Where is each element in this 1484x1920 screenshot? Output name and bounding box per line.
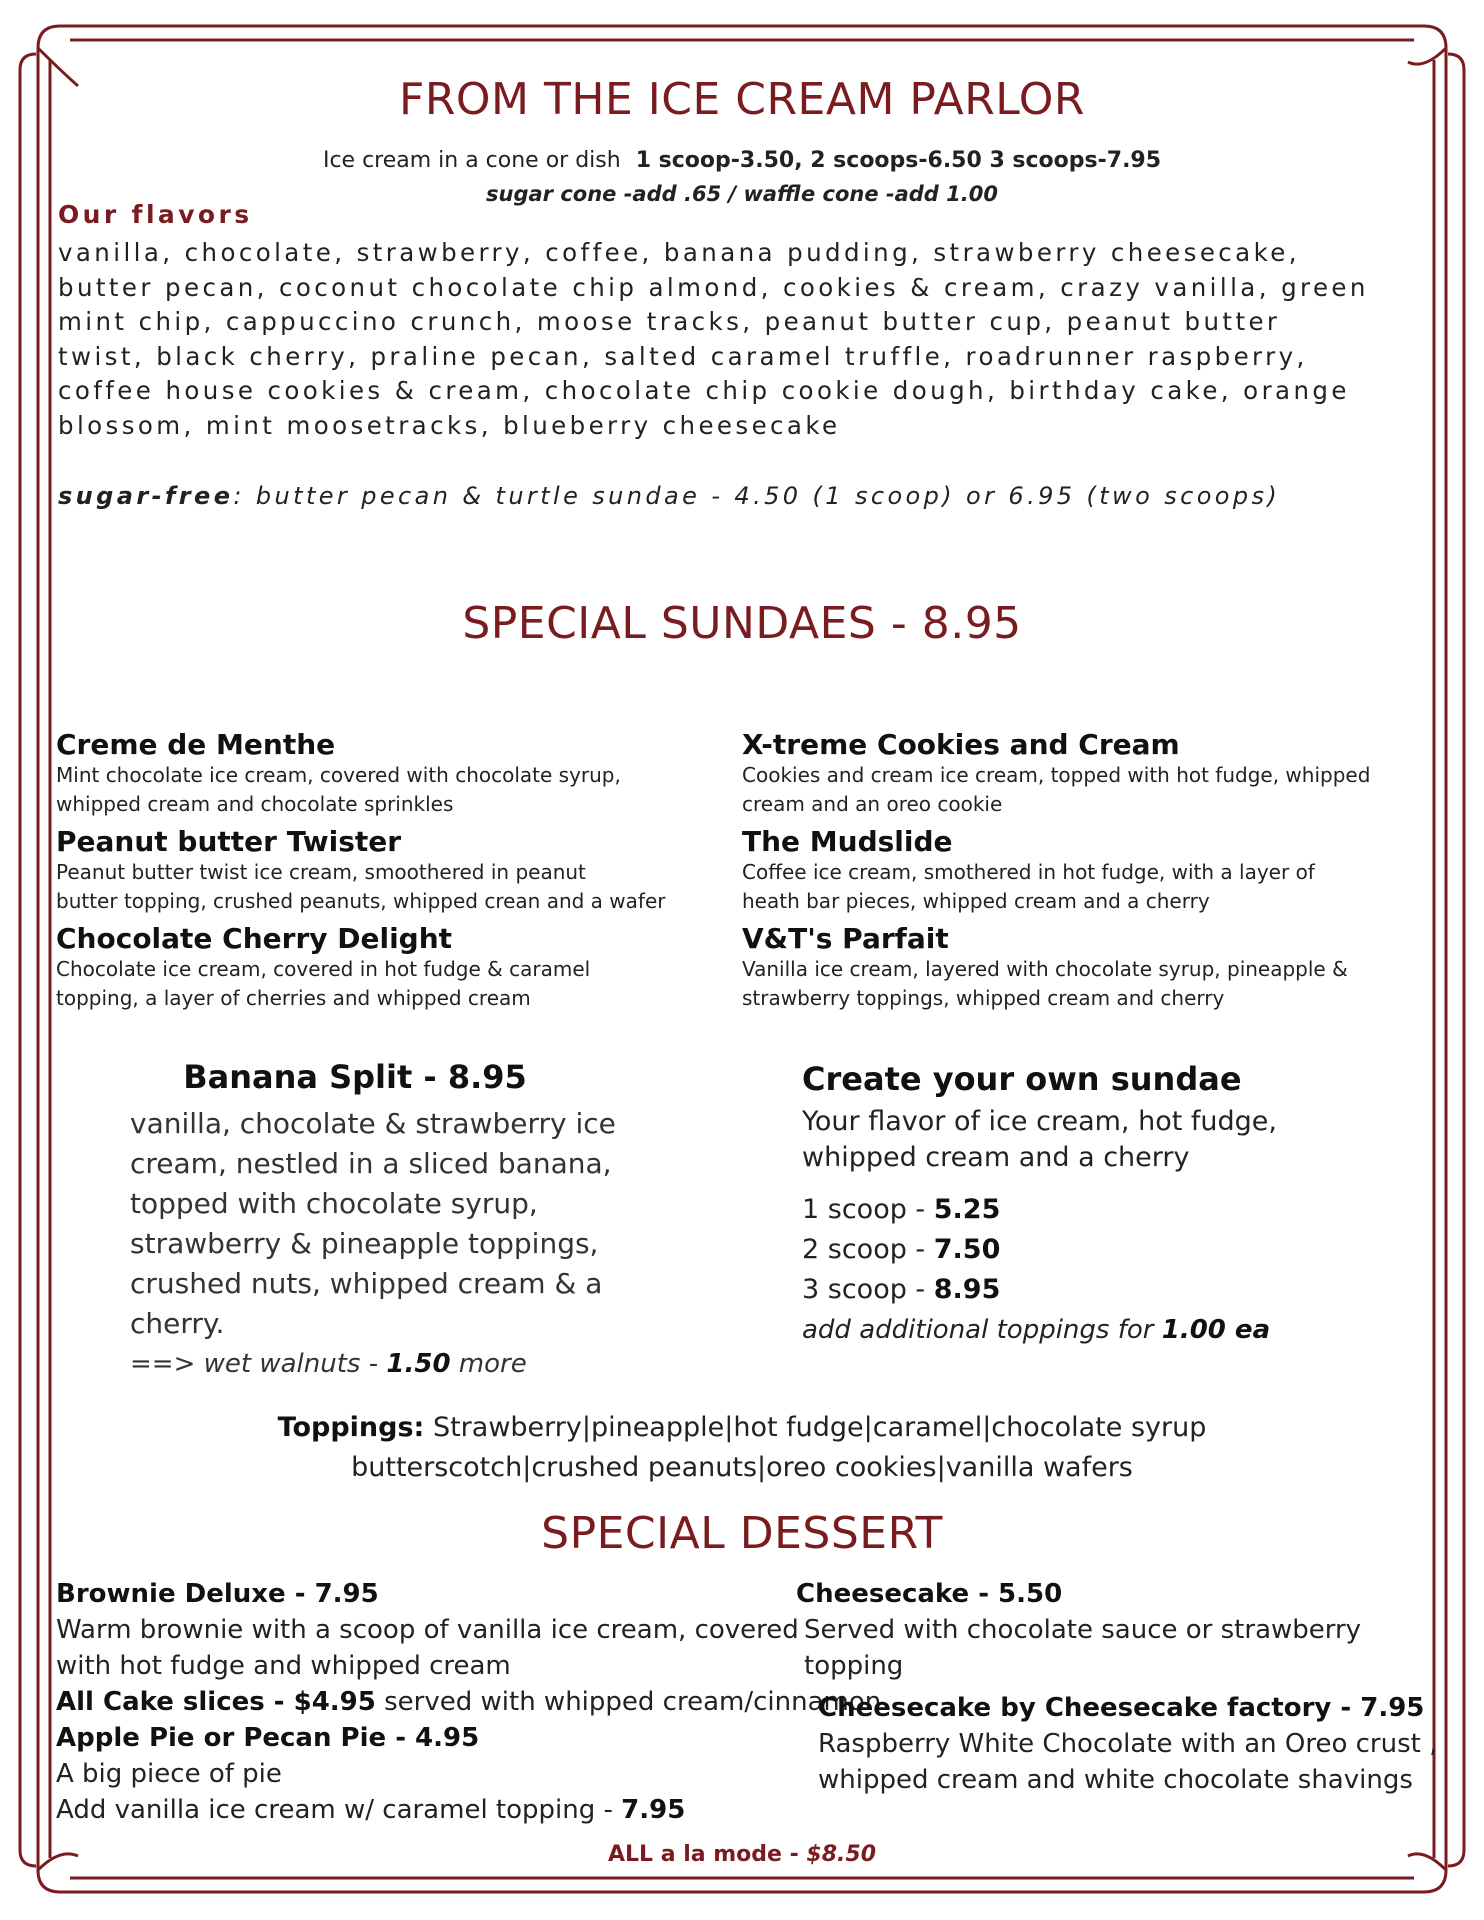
extra-suffix: more [450, 1349, 527, 1379]
price-lead: Ice cream in a cone or dish [322, 148, 621, 173]
cake-line [56, 1684, 882, 1720]
addon-text: add additional toppings for [802, 1315, 1162, 1345]
sundae-name: Creme de Menthe [56, 728, 336, 761]
addon-price: 1.00 ea [1161, 1315, 1271, 1345]
banana-split-line: topped with chocolate syrup, [130, 1187, 538, 1220]
factory-desc: Raspberry White Chocolate with an Oreo crust , [818, 1729, 1438, 1759]
dessert-column-left [56, 1576, 882, 1828]
sundae-desc: heath bar pieces, whipped cream and a cherry [742, 889, 1210, 913]
sundae-item [56, 922, 736, 1013]
create-sundae-title: Create your own sundae [802, 1060, 1242, 1098]
toppings-line-1 [0, 1408, 1484, 1448]
sundae-desc: Chocolate ice cream, covered in hot fudge & caramel [56, 957, 591, 981]
scoop-price: 8.95 [933, 1274, 1001, 1305]
factory-desc: whipped cream and white chocolate shavings [818, 1765, 1413, 1795]
scoop-option [802, 1190, 1422, 1230]
sundae-name: The Mudslide [742, 825, 953, 858]
pie-desc: A big piece of pie [56, 1759, 282, 1789]
sundae-desc: Peanut butter twist ice cream, smoothered in peanut [56, 860, 586, 884]
brownie-desc: Warm brownie with a scoop of vanilla ice cream, covered [56, 1615, 799, 1645]
sundae-desc: cream and an oreo cookie [742, 792, 1003, 816]
flavors-label: Our flavors [58, 200, 253, 229]
scoop-label: 1 scoop - [802, 1194, 934, 1225]
sundae-desc: butter topping, crushed peanuts, whipped crean and a wafer [56, 889, 666, 913]
sundae-item [56, 728, 736, 819]
pie-addon [56, 1792, 836, 1828]
create-sundae-desc: Your flavor of ice cream, hot fudge, [802, 1106, 1277, 1137]
parlor-title: FROM THE ICE CREAM PARLOR [399, 74, 1085, 125]
flavor-line: blossom, mint moosetracks, blueberry cheesecake [58, 410, 841, 440]
cake-desc: served with whipped cream/cinnamon [375, 1687, 882, 1717]
price-values: 1 scoop-3.50, 2 scoops-6.50 3 scoops-7.95 [635, 148, 1162, 173]
flavor-line: vanilla, chocolate, strawberry, coffee, banana pudding, strawberry cheesecake, [58, 238, 1300, 267]
sundae-item [56, 825, 736, 916]
flavor-line: mint chip, cappuccino crunch, moose tracks, peanut butter cup, peanut butter [58, 307, 1281, 336]
sundae-column-right [742, 728, 1442, 1013]
ala-mode-line [0, 1842, 1484, 1867]
banana-split-line: vanilla, chocolate & strawberry ice [130, 1107, 616, 1140]
banana-split-line: cream, nestled in a sliced banana, [130, 1147, 612, 1180]
brownie-desc: with hot fudge and whipped cream [56, 1651, 511, 1681]
sugar-free-label: sugar-free [58, 482, 234, 510]
flavor-line: coffee house cookies & cream, chocolate chip cookie dough, birthday cake, orange [58, 376, 1350, 405]
banana-split-line: cherry. [130, 1307, 225, 1340]
sundaes-title: SPECIAL SUNDAES - 8.95 [462, 598, 1022, 649]
extra-item: wet walnuts [203, 1349, 361, 1379]
extra-price: 1.50 [386, 1349, 451, 1379]
sundae-name: X-treme Cookies and Cream [742, 728, 1180, 761]
cheesecake-desc: Served with chocolate sauce or strawberry topping [804, 1615, 1362, 1681]
ala-mode-price: $8.50 [806, 1842, 877, 1867]
sundae-desc: strawberry toppings, whipped cream and cherry [742, 986, 1225, 1010]
ala-mode-label: ALL a la mode - [607, 1842, 807, 1867]
banana-split-title: Banana Split - 8.95 [183, 1058, 527, 1096]
sundae-desc: topping, a layer of cherries and whipped cream [56, 986, 531, 1010]
cake-title: All Cake slices - $4.95 [56, 1687, 376, 1717]
brownie-title: Brownie Deluxe - 7.95 [56, 1579, 379, 1609]
sundae-name: V&T's Parfait [742, 922, 949, 955]
scoop-label: 2 scoop - [802, 1234, 934, 1265]
flavors-list [58, 236, 1369, 443]
factory-block [818, 1690, 1448, 1798]
sundae-desc: Cookies and cream ice cream, topped with hot fudge, whipped [742, 763, 1371, 787]
sundae-column-left [56, 728, 736, 1013]
sundae-desc: Vanilla ice cream, layered with chocolate syrup, pineapple & [742, 957, 1348, 981]
extra-dash: - [360, 1349, 387, 1379]
dessert-column-right [796, 1576, 1446, 1684]
sundae-name: Chocolate Cherry Delight [56, 922, 453, 955]
sundae-desc: whipped cream and chocolate sprinkles [56, 792, 454, 816]
cheesecake-title: Cheesecake - 5.50 [796, 1579, 1063, 1609]
banana-split-extra [130, 1344, 650, 1384]
toppings-block [0, 1408, 1484, 1488]
pie-addon-text: Add vanilla ice cream w/ caramel topping - [56, 1795, 622, 1825]
extra-prefix: ==> [130, 1349, 204, 1379]
banana-split-desc [130, 1104, 650, 1384]
banana-split-line: strawberry & pineapple toppings, [130, 1227, 599, 1260]
pie-title: Apple Pie or Pecan Pie - 4.95 [56, 1723, 480, 1753]
toppings-label: Toppings: [277, 1412, 425, 1443]
scoop-price: 7.50 [933, 1234, 1001, 1265]
scoop-option [802, 1230, 1422, 1270]
addon-toppings [802, 1310, 1422, 1350]
sundae-desc: Coffee ice cream, smothered in hot fudge, with a layer of [742, 860, 1315, 884]
scoop-price: 5.25 [933, 1194, 1001, 1225]
toppings-line-2: butterscotch|crushed peanuts|oreo cookies|vanilla wafers [351, 1452, 1133, 1483]
create-sundae-body [802, 1104, 1422, 1350]
sundae-desc: Mint chocolate ice cream, covered with chocolate syrup, [56, 763, 621, 787]
factory-title: Cheesecake by Cheesecake factory - 7.95 [818, 1693, 1425, 1723]
sundae-item [742, 728, 1442, 819]
cone-note: sugar cone -add .65 / waffle cone -add 1.00 [486, 182, 998, 206]
scoop-option [802, 1270, 1422, 1310]
create-sundae-desc: whipped cream and a cherry [802, 1142, 1190, 1173]
sundae-name: Peanut butter Twister [56, 825, 402, 858]
sundae-item [742, 825, 1442, 916]
sundae-item [742, 922, 1442, 1013]
toppings-list-1: Strawberry|pineapple|hot fudge|caramel|chocolate syrup [424, 1412, 1207, 1443]
dessert-title: SPECIAL DESSERT [541, 1508, 943, 1559]
scoop-label: 3 scoop - [802, 1274, 934, 1305]
parlor-price-line [0, 148, 1484, 173]
sugar-free-line [58, 482, 1280, 510]
flavor-line: twist, black cherry, praline pecan, salted caramel truffle, roadrunner raspberry, [58, 341, 1308, 371]
sugar-free-text: : butter pecan & turtle sundae - 4.50 (1 scoop) or 6.95 (two scoops) [233, 482, 1281, 510]
pie-addon-price: 7.95 [621, 1795, 686, 1825]
banana-split-line: crushed nuts, whipped cream & a [130, 1267, 603, 1300]
flavor-line: butter pecan, coconut chocolate chip almond, cookies & cream, crazy vanilla, green [58, 272, 1369, 302]
